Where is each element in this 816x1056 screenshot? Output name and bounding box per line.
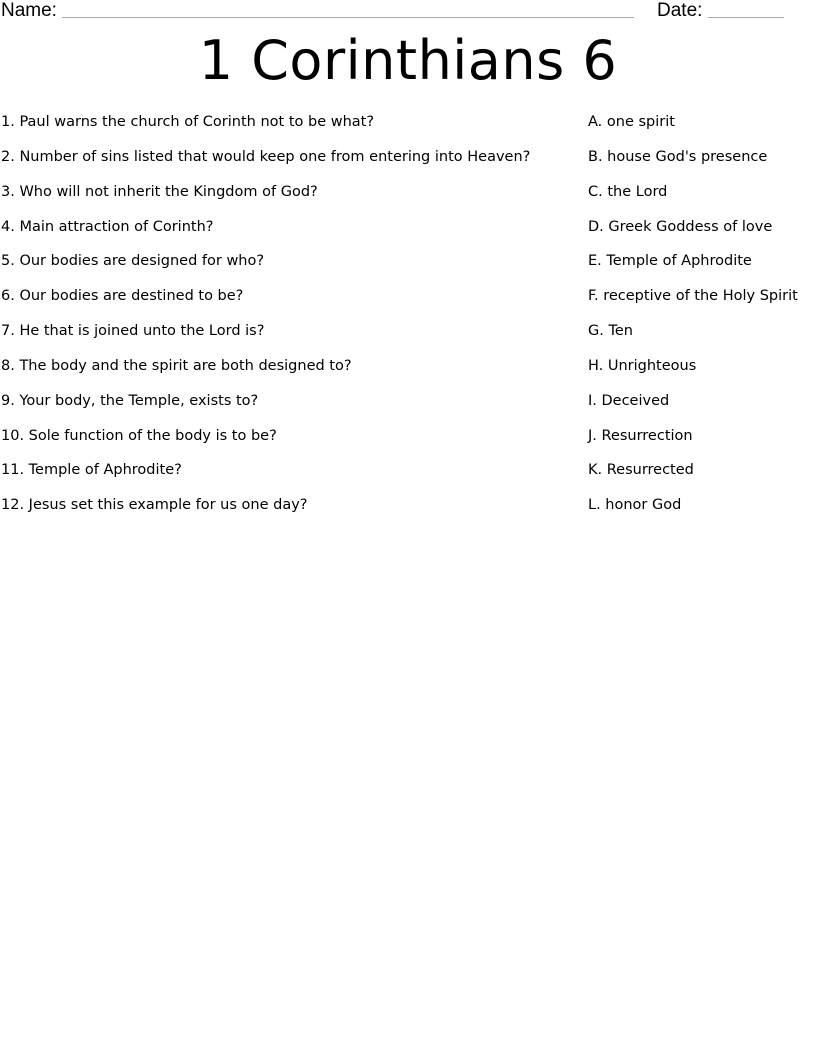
question-item: 11. Temple of Aphrodite?: [1, 462, 182, 479]
question-item: 6. Our bodies are destined to be?: [1, 288, 244, 305]
answer-item: G. Ten: [588, 323, 633, 340]
answer-item: I. Deceived: [588, 392, 670, 409]
answer-item: J. Resurrection: [588, 427, 693, 444]
page-title: 1 Corinthians 6: [198, 29, 618, 92]
question-item: 9. Your body, the Temple, exists to?: [1, 392, 259, 409]
question-item: 2. Number of sins listed that would keep one from entering into Heaven?: [1, 148, 531, 165]
answer-item: A. one spirit: [588, 114, 675, 130]
answer-item: E. Temple of Aphrodite: [588, 253, 752, 270]
question-item: 12. Jesus set this example for us one day?: [1, 497, 308, 514]
answer-item: H. Unrighteous: [588, 357, 697, 374]
worksheet-header: [0, 0, 816, 24]
date-blank-line[interactable]: [708, 17, 784, 18]
answers-list: [588, 111, 814, 529]
question-item: 10. Sole function of the body is to be?: [1, 427, 277, 444]
questions-list: [1, 111, 571, 529]
question-item: 7. He that is joined unto the Lord is?: [1, 323, 265, 340]
name-blank-line[interactable]: [62, 17, 634, 18]
question-item: 3. Who will not inherit the Kingdom of God?: [1, 183, 318, 200]
answer-item: B. house God's presence: [588, 148, 768, 165]
question-item: 8. The body and the spirit are both designed to?: [1, 357, 352, 374]
answer-item: L. honor God: [588, 497, 682, 514]
question-item: 5. Our bodies are designed for who?: [1, 253, 265, 270]
date-label: Date:: [657, 0, 703, 21]
answer-item: F. receptive of the Holy Spirit: [588, 288, 798, 305]
answer-item: K. Resurrected: [588, 462, 694, 479]
question-item: 1. Paul warns the church of Corinth not to be what?: [1, 114, 375, 130]
answer-item: C. the Lord: [588, 183, 668, 200]
question-item: 4. Main attraction of Corinth?: [1, 218, 214, 235]
answer-item: D. Greek Goddess of love: [588, 218, 773, 235]
name-label: Name:: [1, 0, 57, 21]
